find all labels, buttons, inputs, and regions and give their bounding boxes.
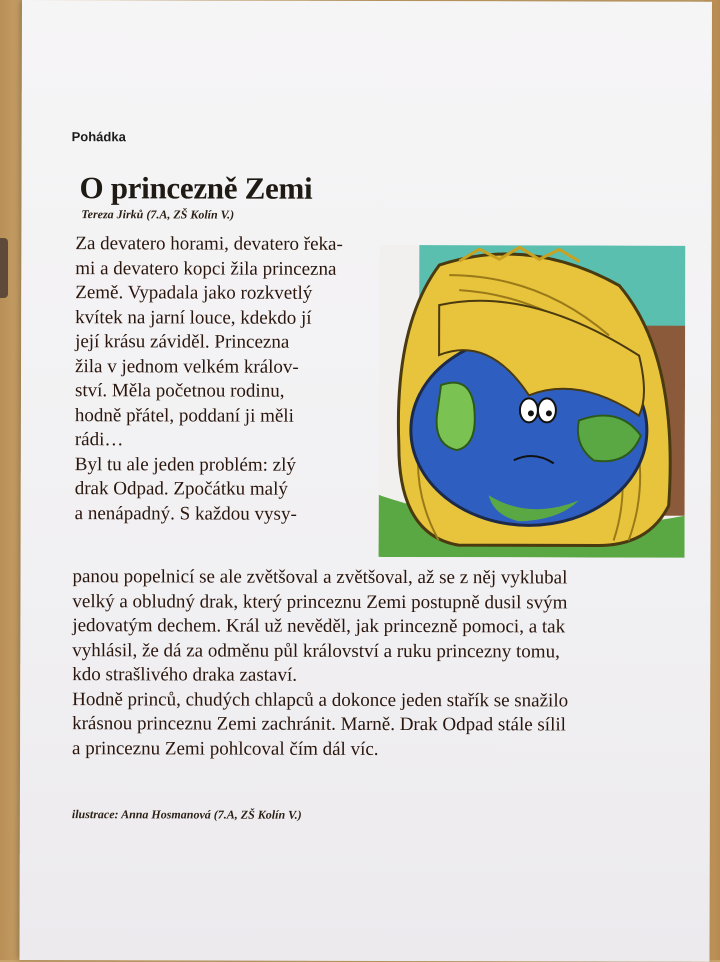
- story-line: kdo strašlivého draka zastaví.: [72, 664, 298, 686]
- story-line: mi a devatero kopci žila princezna: [75, 257, 337, 280]
- story-line: jedovatým dechem. Král už nevěděl, jak princezně pomoci, a tak: [72, 615, 566, 638]
- story-line: její krásu záviděl. Princezna: [75, 331, 290, 353]
- story-line: kvítek na jarní louce, kdekdo jí: [75, 306, 312, 329]
- story-line: krásnou princeznu Zemi zachránit. Marně. Drak Odpad stále sílil: [72, 713, 566, 736]
- story-author: Tereza Jirků (7.A, ZŠ Kolín V.): [81, 207, 235, 222]
- story-line: Byl tu ale jeden problém: zlý: [74, 453, 296, 476]
- story-line: Země. Vypadala jako rozkvetlý: [75, 282, 313, 304]
- story-line: rádi…: [74, 429, 124, 451]
- story-line: vyhlásil, že dá za odměnu půl království a ruku princezny tomu,: [72, 639, 560, 662]
- printed-page: [19, 0, 712, 962]
- story-line: velký a obludný drak, který princeznu Zemi postupně dusil svým: [72, 590, 568, 613]
- earth-princess-drawing-icon: [379, 245, 686, 558]
- section-label: Pohádka: [71, 129, 126, 145]
- story-line: a princeznu Zemi pohlcoval čím dál víc.: [72, 737, 379, 760]
- story-line: panou popelnicí se ale zvětšoval a zvětšoval, až se z něj vyklubal: [72, 566, 568, 589]
- story-text-wide-column: [72, 565, 703, 763]
- story-line: hodně přátel, poddaní ji měli: [74, 404, 294, 427]
- story-title: O princezně Zemi: [79, 170, 313, 206]
- story-line: drak Odpad. Zpočátku malý: [74, 478, 288, 500]
- story-line: Hodně princů, chudých chlapců a dokonce jeden stařík se snažilo: [72, 688, 569, 711]
- binder-clip: [0, 238, 8, 298]
- story-line: Za devatero horami, devatero řeka-: [75, 233, 343, 255]
- illustration-credit: ilustrace: Anna Hosmanová (7.A, ZŠ Kolín V.): [71, 807, 302, 822]
- story-line: žila v jednom velkém králov-: [75, 355, 299, 378]
- story-line: a nenápadný. S každou vysy-: [74, 502, 297, 525]
- story-line: ství. Měla početnou rodinu,: [74, 380, 285, 402]
